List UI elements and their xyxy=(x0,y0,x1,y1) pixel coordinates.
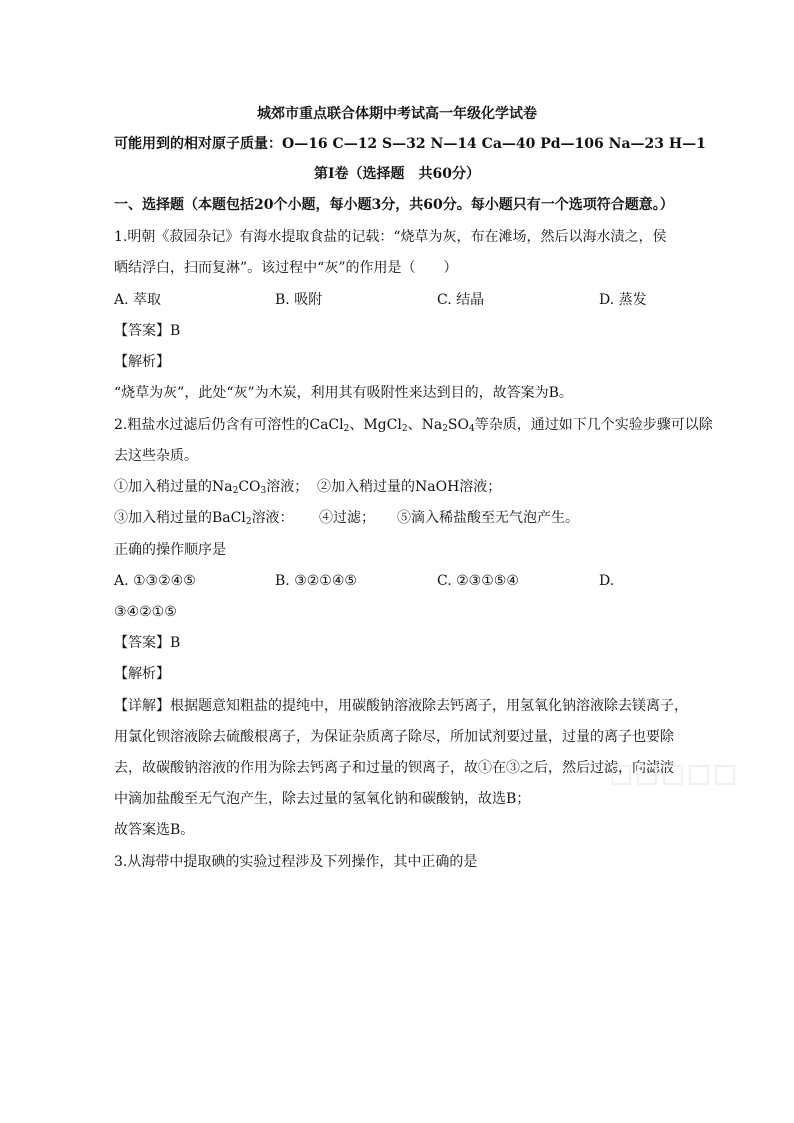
q2-detail-line1: 【详解】根据题意知粗盐的提纯中，用碳酸钠溶液除去钙离子，用氢氧化钠溶液除去镁离子， xyxy=(114,698,688,714)
q2-step-3-text-a: ③加入稍过量的BaCl xyxy=(114,510,246,526)
q2-sub: 2 xyxy=(232,486,239,496)
q2-answer: 【答案】B xyxy=(114,635,181,651)
q1-option-d: D. 蒸发 xyxy=(599,292,647,308)
q3-stem: 3.从海带中提取碘的实验过程涉及下列操作，其中正确的是 xyxy=(114,854,478,870)
q1-option-b: B. 吸附 xyxy=(275,292,323,308)
q2-step-5: ⑤滴入稀盐酸至无气泡产生。 xyxy=(397,510,579,526)
q2-stem-c: 、Na xyxy=(407,417,443,433)
exam-title: 城郊市重点联合体期中考试高一年级化学试卷 xyxy=(257,106,537,122)
q2-stem-d: SO xyxy=(447,417,469,433)
q2-step-1-text-c: 溶液； xyxy=(266,479,309,495)
q2-sub: 2 xyxy=(245,517,252,527)
atomic-masses: 可能用到的相对原子质量：O—16 C—12 S—32 N—14 Ca—40 Pd—106 Na—23 H—1 xyxy=(114,136,706,152)
q2-sub: 2 xyxy=(343,424,350,434)
q2-step-4: ④过滤； xyxy=(319,510,375,526)
q2-detail-line3: 去，故碳酸钠溶液的作用为除去钙离子和过量的钡离子，故①在③之后，然后过滤，向滤液 xyxy=(114,760,674,776)
watermark-logo xyxy=(612,762,752,793)
q2-detail-line4: 中滴加盐酸至无气泡产生，除去过量的氢氧化钠和碳酸钠，故选B； xyxy=(114,791,531,807)
q2-option-d: D. xyxy=(599,573,615,589)
q2-prompt: 正确的操作顺序是 xyxy=(114,542,226,558)
q2-sub: 3 xyxy=(260,486,267,496)
q2-sub: 4 xyxy=(469,424,475,434)
q1-analysis-label: 【解析】 xyxy=(114,354,170,370)
q2-analysis-label: 【解析】 xyxy=(114,666,170,682)
q2-sub: 2 xyxy=(401,424,408,434)
q2-stem-b: 、MgCl xyxy=(349,417,402,433)
q2-stem-line1 xyxy=(114,415,713,435)
q1-option-a: A. 萃取 xyxy=(114,292,162,308)
q2-step-1-text-a: ①加入稍过量的Na xyxy=(114,479,233,495)
q2-step-3 xyxy=(114,508,294,528)
q2-stem-a: 2.粗盐水过滤后仍含有可溶性的CaCl xyxy=(114,417,344,433)
q2-step-2: ②加入稍过量的NaOH溶液； xyxy=(317,479,502,495)
watermark-icon xyxy=(612,762,752,788)
section-intro: 一、选择题（本题包括20个小题，每小题3分，共60分。每小题只有一个选项符合题意。） xyxy=(114,197,674,213)
q2-option-a: A. ①③②④⑤ xyxy=(114,573,196,589)
section-title: 第Ⅰ卷（选择题 共60分） xyxy=(313,166,481,182)
q1-stem-line1: 1.明朝《菽园杂记》有海水提取食盐的记载：“烧草为灰，布在滩场，然后以海水渍之，侯 xyxy=(114,229,667,245)
q2-step-1 xyxy=(114,477,308,497)
q1-stem-line2: 晒结浮白，扫而复淋”。该过程中“灰”的作用是（ ） xyxy=(114,260,458,276)
q2-stem-line2: 去这些杂质。 xyxy=(114,448,198,464)
q2-conclusion: 故答案选B。 xyxy=(114,822,195,838)
q2-step-3-text-b: 溶液： xyxy=(251,510,294,526)
q2-option-b: B. ③②①④⑤ xyxy=(275,573,357,589)
q2-sub: 2 xyxy=(442,424,448,434)
q2-option-d-content: ③④②①⑤ xyxy=(114,604,177,620)
q2-step-1-text-b: CO xyxy=(238,479,261,495)
q1-answer: 【答案】B xyxy=(114,323,181,339)
q1-analysis: “烧草为灰”，此处“灰”为木炭，利用其有吸附性来达到目的，故答案为B。 xyxy=(114,385,573,401)
q2-stem-e: 等杂质，通过如下几个实验步骤可以除 xyxy=(474,417,713,433)
q1-option-c: C. 结晶 xyxy=(437,292,485,308)
q2-option-c: C. ②③①⑤④ xyxy=(437,573,519,589)
q2-detail-line2: 用氯化钡溶液除去硫酸根离子，为保证杂质离子除尽，所加试剂要过量，过量的离子也要除 xyxy=(114,729,674,745)
